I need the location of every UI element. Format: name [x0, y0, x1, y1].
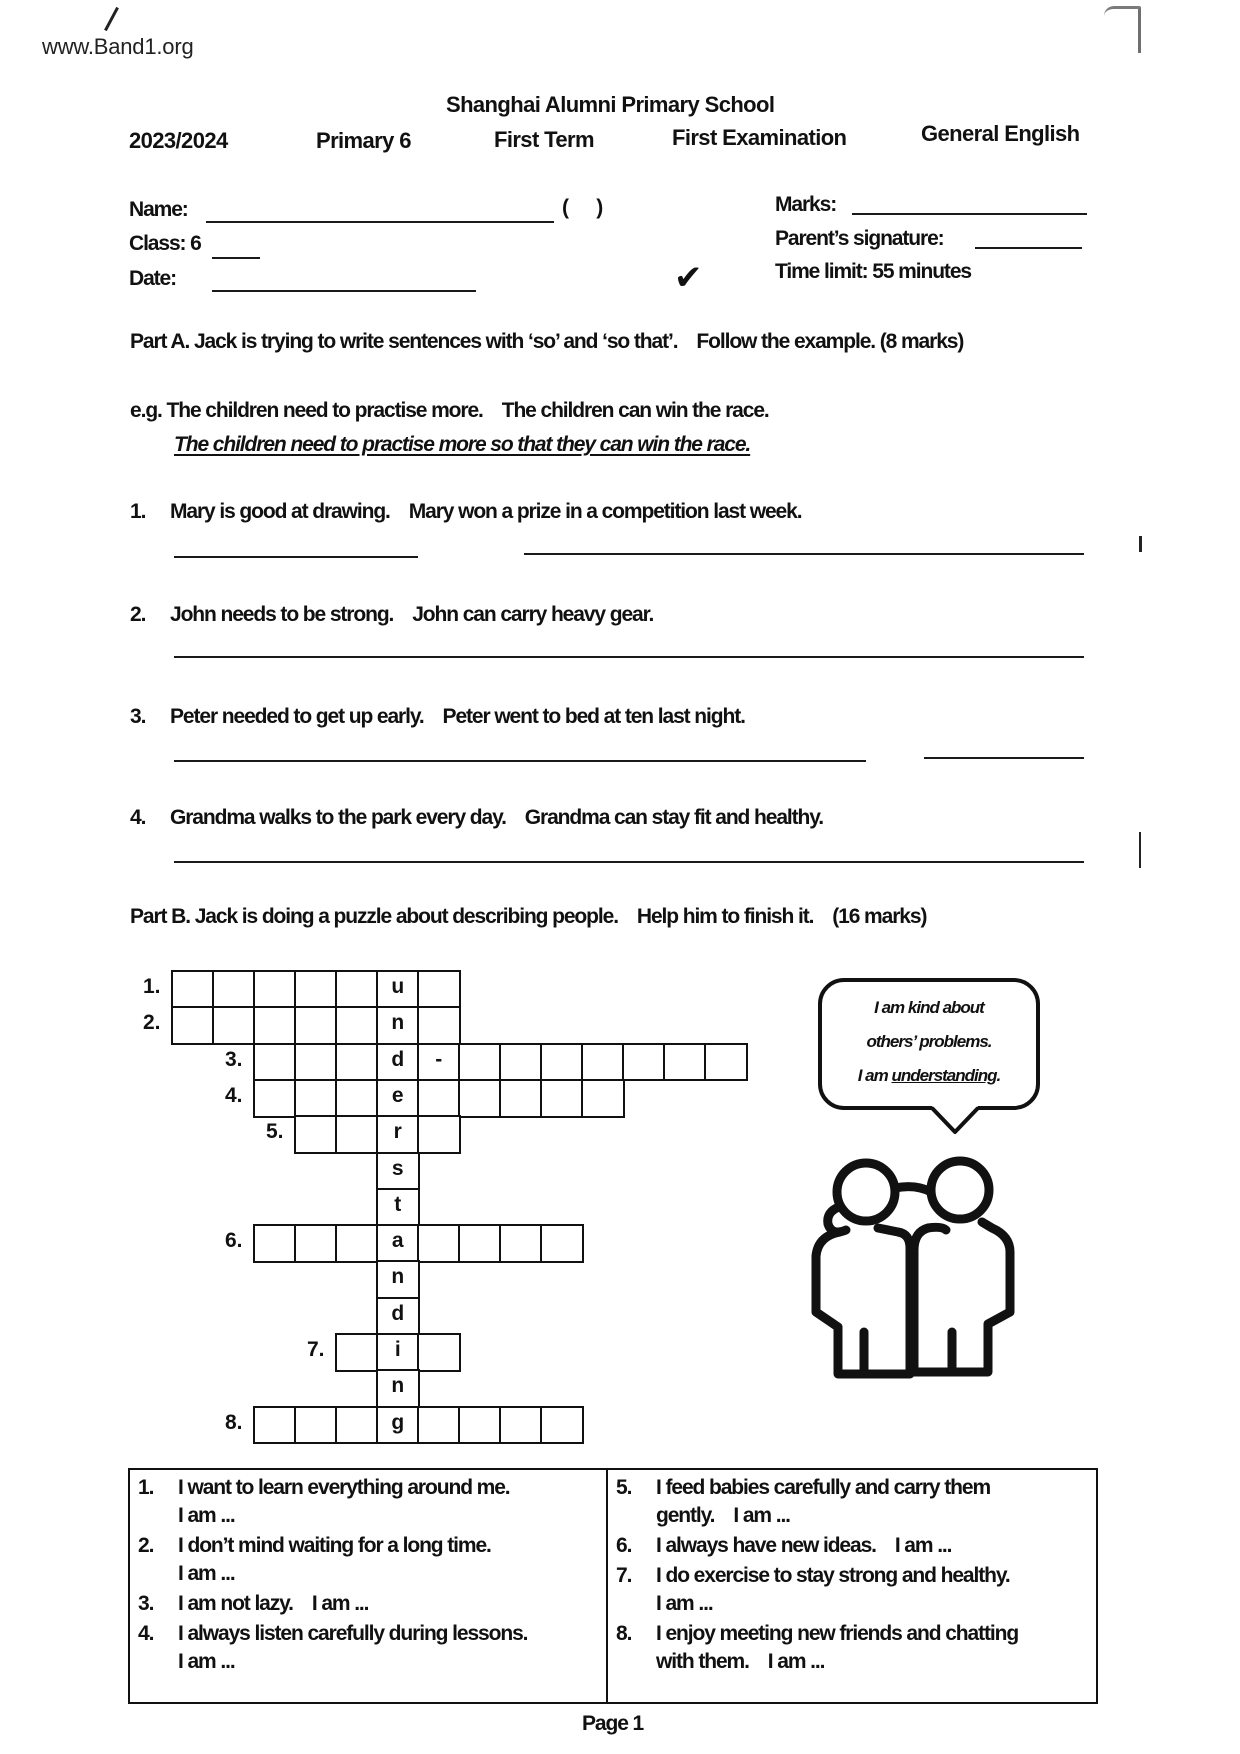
crossword-row-label: 3.: [225, 1047, 243, 1071]
page-number: Page 1: [582, 1712, 644, 1735]
clue-5: [616, 1474, 1092, 1530]
clue-number: 7.: [616, 1564, 632, 1587]
crossword-key-letter-cell: n: [376, 1369, 420, 1408]
class-number-paren: ( ): [562, 196, 603, 219]
clue-text-line-1: I do exercise to stay strong and healthy.: [656, 1564, 1010, 1587]
crossword-cell[interactable]: [458, 1406, 502, 1445]
grade-level: Primary 6: [316, 128, 411, 153]
example-answer: The children need to practise more so that they can win the race.: [174, 433, 751, 456]
question-text: Mary is good at drawing. Mary won a prize in a competition last week.: [170, 500, 802, 523]
answer-line-4[interactable]: [174, 861, 1084, 863]
clue-7: [616, 1562, 1092, 1618]
clue-number: 6.: [616, 1534, 632, 1557]
crossword-row-label: 6.: [225, 1229, 243, 1253]
crossword-cell[interactable]: [335, 1006, 379, 1045]
crossword-cell[interactable]: [253, 970, 297, 1009]
crossword-cell[interactable]: [663, 1043, 707, 1082]
crossword-cell[interactable]: [253, 1079, 297, 1118]
class-label: Class: 6: [129, 232, 201, 255]
crossword-key-letter-cell: i: [376, 1333, 420, 1372]
crossword-cell[interactable]: [253, 1043, 297, 1082]
clue-number: 5.: [616, 1476, 632, 1499]
clue-number: 2.: [138, 1534, 154, 1557]
clue-table-divider: [606, 1470, 608, 1702]
question-number: 4.: [130, 806, 146, 829]
crossword-cell[interactable]: [171, 970, 215, 1009]
clue-text-line-2: I am ...: [656, 1592, 713, 1615]
crossword-cell[interactable]: [458, 1079, 502, 1118]
crossword-row-label: 1.: [143, 975, 161, 998]
crossword-cell[interactable]: [417, 1115, 461, 1154]
example-text: The children need to practise more. The children can win the race.: [166, 399, 769, 422]
crossword-cell[interactable]: -: [417, 1043, 461, 1082]
crossword-key-letter-cell: t: [376, 1188, 420, 1227]
parent-signature-label: Parent’s signature:: [775, 227, 944, 250]
crossword-cell[interactable]: [294, 1115, 338, 1154]
date-field[interactable]: [212, 290, 476, 292]
question-number: 3.: [130, 705, 146, 728]
crossword-cell[interactable]: [253, 1224, 297, 1263]
question-4: [130, 806, 823, 830]
clue-3: [138, 1590, 602, 1618]
crossword-cell[interactable]: [294, 1043, 338, 1082]
crossword-key-letter-cell: g: [376, 1406, 420, 1445]
question-text: Peter needed to get up early. Peter went to bed at ten last night.: [170, 705, 745, 728]
clue-6: [616, 1532, 1092, 1560]
question-text: Grandma walks to the park every day. Grandma can stay fit and healthy.: [170, 806, 824, 829]
marks-field[interactable]: [852, 213, 1087, 215]
clue-8: [616, 1620, 1092, 1676]
crossword-cell[interactable]: [622, 1043, 666, 1082]
crossword-cell[interactable]: [294, 1406, 338, 1445]
crossword-row-label: 2.: [143, 1011, 161, 1035]
crossword-key-letter-cell: s: [376, 1152, 420, 1191]
school-name: Shanghai Alumni Primary School: [446, 92, 775, 117]
clue-text-line-1: I always have new ideas. I am ...: [656, 1534, 952, 1557]
crossword-cell[interactable]: [417, 1224, 461, 1263]
crossword-cell[interactable]: [540, 1079, 584, 1118]
crossword-cell[interactable]: [458, 1043, 502, 1082]
crossword-cell[interactable]: [417, 1079, 461, 1118]
clue-number: 8.: [616, 1622, 632, 1645]
clue-text-line-1: I always listen carefully during lessons.: [178, 1622, 528, 1645]
clue-4: [138, 1620, 602, 1676]
crossword-cell[interactable]: [540, 1406, 584, 1445]
question-number: 1.: [130, 500, 146, 523]
crossword-cell[interactable]: [253, 1006, 297, 1045]
crossword-cell[interactable]: [335, 1043, 379, 1082]
example-prefix: e.g.: [130, 399, 162, 422]
name-label: Name:: [129, 198, 188, 221]
crossword-cell[interactable]: [499, 1043, 543, 1082]
crossword-cell[interactable]: [335, 1224, 379, 1263]
clue-text-line-2: I am ...: [178, 1562, 235, 1585]
crossword-key-letter-cell: r: [376, 1115, 420, 1154]
crossword-key-letter-cell: n: [376, 1006, 420, 1045]
crossword-cell[interactable]: [335, 1079, 379, 1118]
marks-label: Marks:: [775, 193, 837, 216]
crossword-cell[interactable]: [212, 970, 256, 1009]
corner-scribble-mark: [1104, 6, 1141, 53]
clue-number: 4.: [138, 1622, 154, 1645]
crossword-row-label: 5.: [266, 1120, 284, 1144]
crossword-cell[interactable]: [335, 970, 379, 1009]
answer-line-1a[interactable]: [174, 556, 418, 558]
clue-text-line-2: with them. I am ...: [656, 1650, 825, 1673]
margin-mark: [1139, 832, 1141, 868]
crossword-cell[interactable]: [417, 1406, 461, 1445]
example-sentences: [130, 399, 769, 423]
question-number: 2.: [130, 603, 146, 626]
answer-line-3a[interactable]: [174, 760, 866, 762]
crossword-row-label: 8.: [225, 1410, 243, 1434]
clue-1: [138, 1474, 602, 1530]
crossword-key-letter-cell: n: [376, 1260, 420, 1299]
watermark: www.Band1.org: [42, 34, 194, 59]
crossword-key-letter-cell: d: [376, 1297, 420, 1336]
crossword-cell[interactable]: [335, 1333, 379, 1372]
check-mark-icon: ✔: [674, 259, 703, 297]
crossword-cell[interactable]: [499, 1406, 543, 1445]
crossword-cell[interactable]: [581, 1079, 625, 1118]
crossword-cell[interactable]: [294, 1224, 338, 1263]
question-1: [130, 500, 801, 524]
exam-name: First Examination: [672, 125, 847, 150]
crossword-cell[interactable]: [581, 1043, 625, 1082]
crossword-cell[interactable]: [417, 1006, 461, 1045]
crossword-cell[interactable]: [294, 1006, 338, 1045]
crossword-cell[interactable]: [540, 1224, 584, 1263]
clue-text-line-2: gently. I am ...: [656, 1504, 790, 1527]
bubble-line-2: others’ problems.: [866, 1032, 992, 1051]
crossword-cell[interactable]: [417, 1333, 461, 1372]
clue-number: 3.: [138, 1592, 154, 1615]
answer-line-3b[interactable]: [924, 757, 1084, 759]
crossword-key-letter-cell: a: [376, 1224, 420, 1263]
pen-stroke-mark: [104, 7, 119, 31]
crossword-cell[interactable]: [417, 970, 461, 1009]
crossword-row-label: 7.: [307, 1338, 325, 1361]
clue-number: 1.: [138, 1476, 154, 1499]
school-year: 2023/2024: [129, 128, 228, 153]
term: First Term: [494, 127, 594, 152]
margin-mark: [1139, 536, 1142, 552]
parent-signature-field[interactable]: [975, 247, 1082, 249]
crossword-key-letter-cell: d: [376, 1043, 420, 1082]
crossword-cell[interactable]: [171, 1006, 215, 1045]
bubble-line-3: [822, 1066, 1036, 1086]
crossword-cell[interactable]: [704, 1043, 748, 1082]
clue-text-line-2: I am ...: [178, 1504, 235, 1527]
part-a-instruction: Part A. Jack is trying to write sentences with ‘so’ and ‘so that’. Follow the example. (8 marks): [130, 330, 964, 353]
clue-text-line-1: I want to learn everything around me.: [178, 1476, 510, 1499]
crossword-key-letter-cell: u: [376, 970, 420, 1009]
question-text: John needs to be strong. John can carry heavy gear.: [170, 603, 654, 626]
bubble-line-1: I am kind about: [874, 998, 984, 1017]
clue-2: [138, 1532, 602, 1588]
time-limit: Time limit: 55 minutes: [775, 260, 971, 283]
crossword-cell[interactable]: [458, 1224, 502, 1263]
crossword-key-letter-cell: e: [376, 1079, 420, 1118]
part-b-instruction: Part B. Jack is doing a puzzle about describing people. Help him to finish it. (16 marks): [130, 905, 927, 928]
clue-text-line-1: I am not lazy. I am ...: [178, 1592, 369, 1615]
crossword-cell[interactable]: [212, 1006, 256, 1045]
clue-text-line-2: I am ...: [178, 1650, 235, 1673]
answer-line-2[interactable]: [174, 656, 1084, 658]
speech-bubble-tail-icon: [930, 1104, 980, 1136]
crossword-cell[interactable]: [499, 1079, 543, 1118]
crossword-cell[interactable]: [335, 1406, 379, 1445]
subject: General English: [921, 121, 1080, 146]
two-people-comforting-icon: [806, 1152, 1016, 1384]
answer-line-1b[interactable]: [524, 553, 1084, 555]
crossword-cell[interactable]: [253, 1406, 297, 1445]
crossword-row-label: 4.: [225, 1083, 243, 1107]
bubble-line-3-suffix: .: [996, 1066, 1001, 1085]
crossword-cell[interactable]: [335, 1115, 379, 1154]
crossword-cell[interactable]: [499, 1224, 543, 1263]
speech-bubble: [818, 978, 1040, 1110]
question-3: [130, 705, 745, 729]
question-2: [130, 603, 653, 627]
clue-text-line-1: I enjoy meeting new friends and chatting: [656, 1622, 1019, 1645]
clue-table: [128, 1468, 1098, 1704]
crossword-cell[interactable]: [540, 1043, 584, 1082]
bubble-line-3-prefix: I am: [857, 1066, 892, 1085]
date-label: Date:: [129, 267, 177, 290]
crossword-cell[interactable]: [294, 1079, 338, 1118]
clue-text-line-1: I don’t mind waiting for a long time.: [178, 1534, 491, 1557]
clue-text-line-1: I feed babies carefully and carry them: [656, 1476, 991, 1499]
name-field[interactable]: [206, 221, 554, 223]
crossword-cell[interactable]: [294, 970, 338, 1009]
bubble-example-word: understanding: [891, 1066, 997, 1085]
class-field[interactable]: [212, 257, 260, 259]
